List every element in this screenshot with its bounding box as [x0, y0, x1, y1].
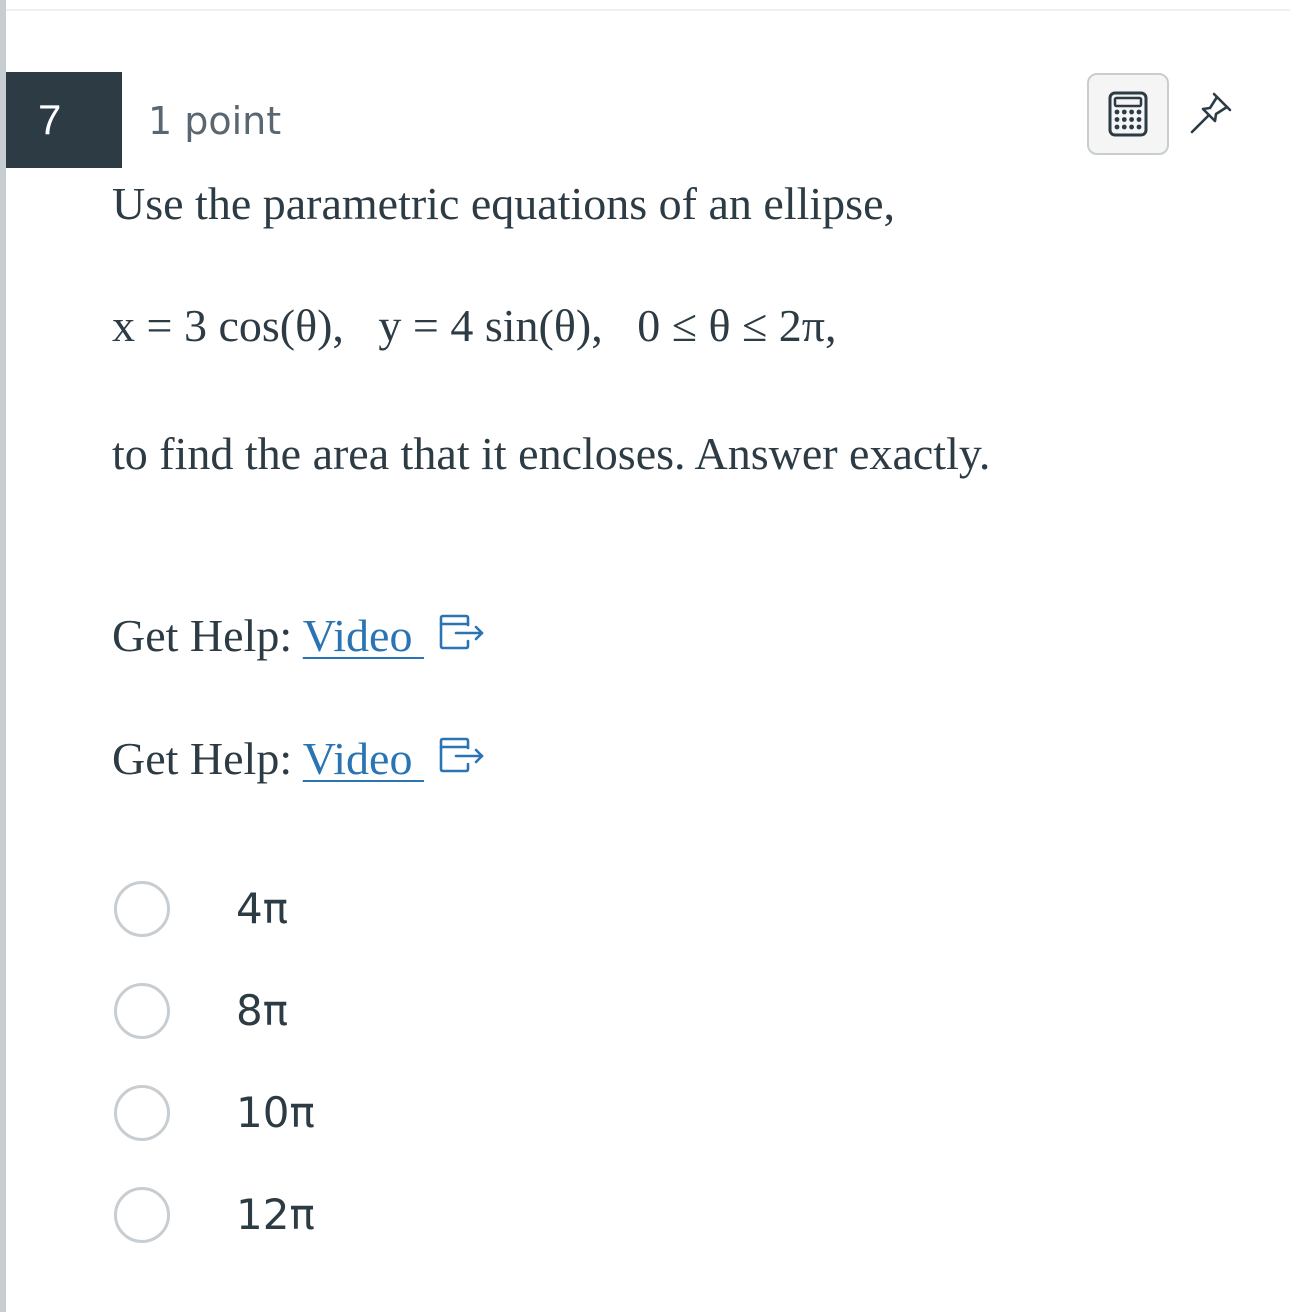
get-help-row	[112, 731, 486, 791]
radio-button[interactable]	[114, 1187, 170, 1243]
answer-option-1[interactable]	[112, 879, 612, 943]
question-points: 1 point	[148, 99, 282, 143]
radio-button[interactable]	[114, 881, 170, 937]
question-equation: x = 3 cos(θ), y = 4 sin(θ), 0 ≤ θ ≤ 2π,	[112, 300, 837, 351]
video-help-link[interactable]: Video	[302, 610, 424, 661]
radio-button[interactable]	[114, 983, 170, 1039]
radio-button[interactable]	[114, 1085, 170, 1141]
external-link-icon	[438, 731, 486, 787]
external-link-icon	[438, 608, 486, 664]
question-text-intro: Use the parametric equations of an ellipse,	[112, 178, 895, 229]
get-help-label: Get Help:	[112, 733, 303, 784]
pin-icon	[1184, 88, 1236, 140]
answer-option-2[interactable]	[112, 981, 612, 1045]
answer-option-label: 12π	[236, 1190, 315, 1239]
question-left-rail	[0, 0, 6, 1312]
answer-option-4[interactable]	[112, 1185, 612, 1249]
top-divider	[6, 9, 1290, 11]
get-help-label: Get Help:	[112, 610, 303, 661]
question-number-badge: 7	[6, 72, 122, 168]
answer-option-label: 4π	[236, 884, 289, 933]
question-text-instruction: to find the area that it encloses. Answer exactly.	[112, 428, 991, 479]
answer-option-label: 10π	[236, 1088, 315, 1137]
answer-option-label: 8π	[236, 986, 289, 1035]
get-help-row	[112, 608, 486, 668]
pin-button[interactable]	[1182, 86, 1238, 142]
video-help-link[interactable]: Video	[302, 733, 424, 784]
calculator-button[interactable]	[1087, 73, 1169, 155]
answer-option-3[interactable]	[112, 1083, 612, 1147]
calculator-icon	[1108, 91, 1148, 137]
